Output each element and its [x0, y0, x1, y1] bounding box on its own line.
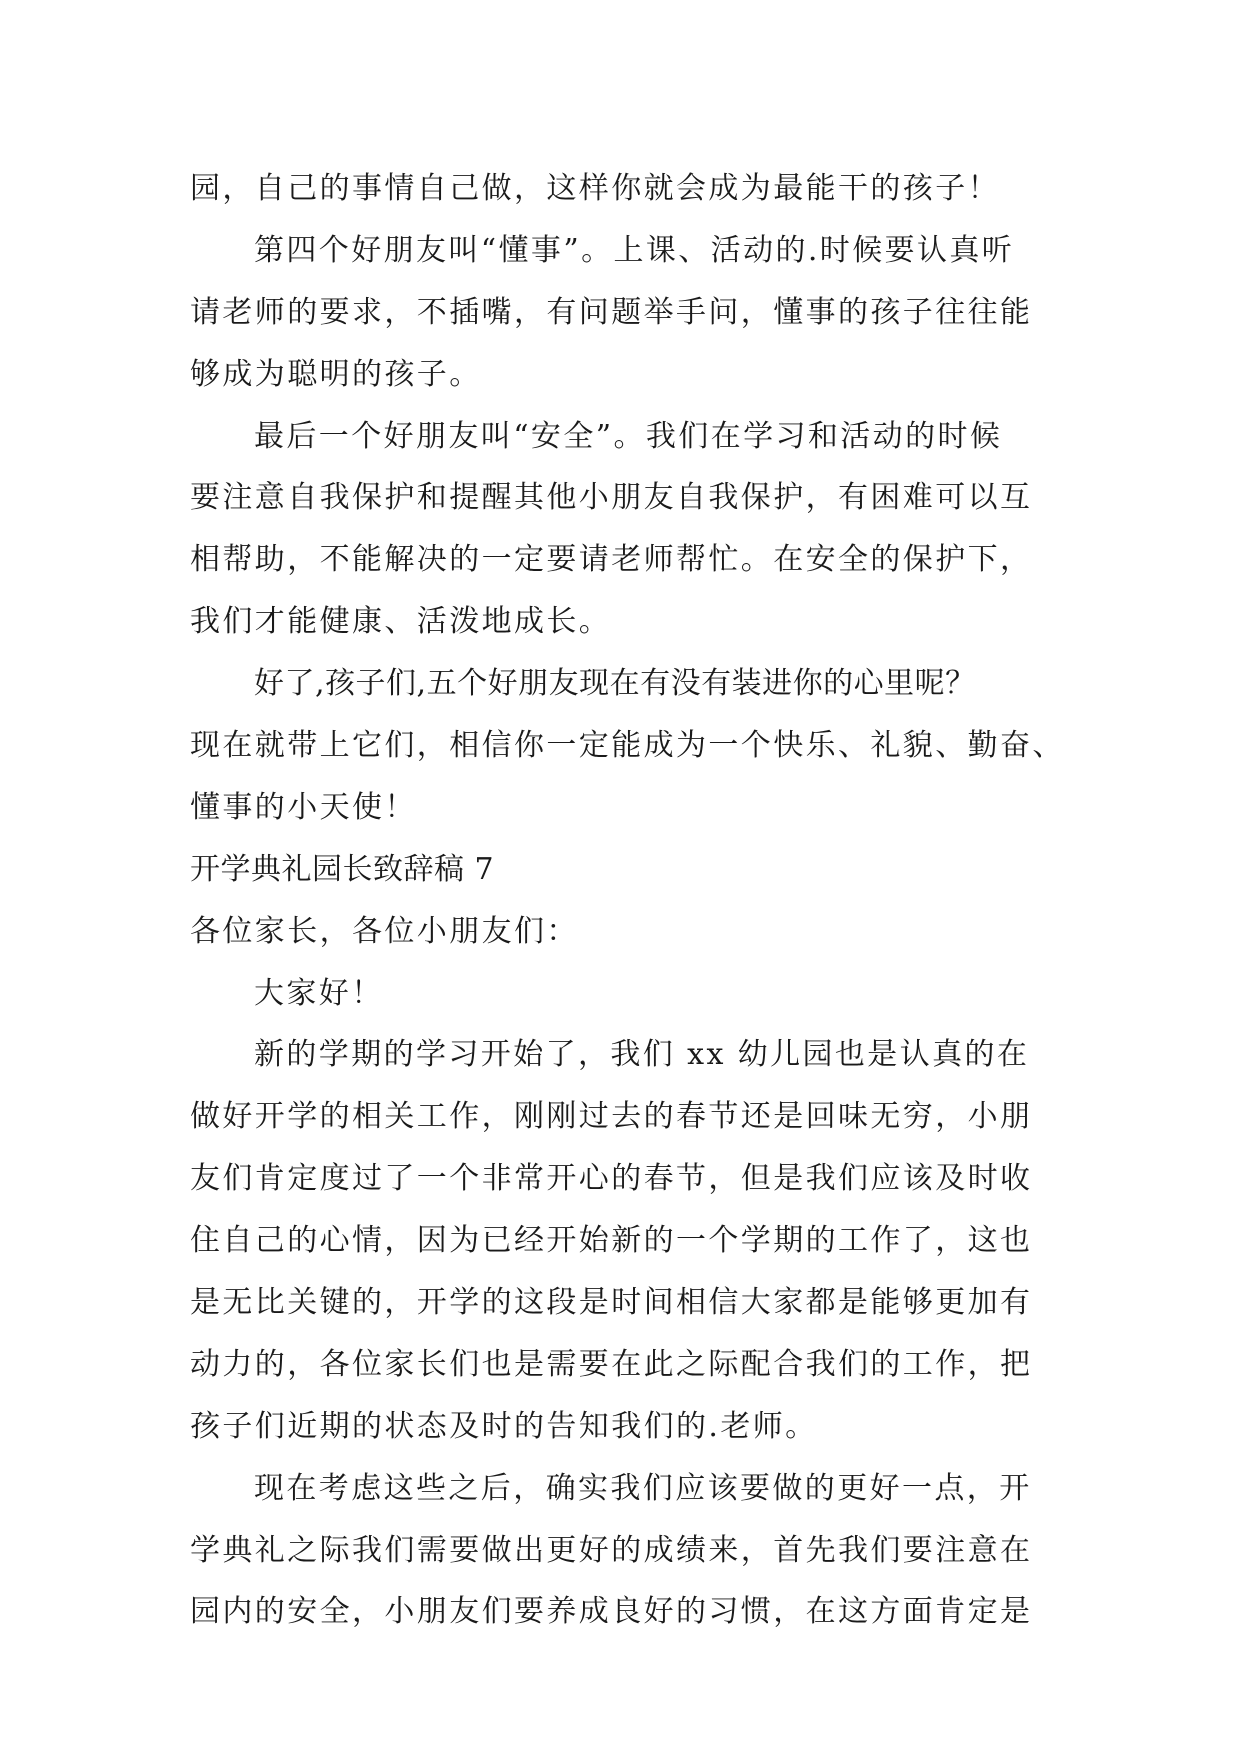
text-line: 够成为聪明的孩子。: [190, 356, 482, 392]
paragraph-line: 好了,孩子们,五个好朋友现在有没有装进你的心里呢？: [254, 666, 976, 702]
text-line: 我们才能健康、活泼地成长。: [190, 604, 612, 640]
text-line: 园内的安全，小朋友们要养成良好的习惯，在这方面肯定是: [190, 1594, 1033, 1630]
document-body: [190, 158, 1065, 1643]
text-line: 现在就带上它们，相信你一定能成为一个快乐、礼貌、勤奋、: [190, 728, 1065, 764]
section-title: 开学典礼园长致辞稿 7: [190, 851, 495, 887]
greeting-line: 大家好！: [254, 975, 384, 1011]
salutation-line: 各位家长，各位小朋友们：: [190, 913, 579, 949]
paragraph-line: 最后一个好朋友叫“安全”。我们在学习和活动的时候: [254, 418, 1003, 454]
text-line: 孩子们近期的状态及时的告知我们的.老师。: [190, 1408, 818, 1444]
text-line: 要注意自我保护和提醒其他小朋友自我保护，有困难可以互: [190, 480, 1033, 516]
paragraph-line: 第四个好朋友叫“懂事”。上课、活动的.时候要认真听: [254, 232, 1015, 268]
text-line: 住自己的心情，因为已经开始新的一个学期的工作了，这也: [190, 1223, 1033, 1259]
text-line: 园，自己的事情自己做，这样你就会成为最能干的孩子！: [190, 171, 1000, 206]
text-line: 学典礼之际我们需要做出更好的成绩来，首先我们要注意在: [190, 1532, 1033, 1568]
text-line: 相帮助，不能解决的一定要请老师帮忙。在安全的保护下，: [190, 542, 1033, 578]
text-line: 懂事的小天使！: [190, 789, 417, 825]
text-line: 友们肯定度过了一个非常开心的春节，但是我们应该及时收: [190, 1161, 1033, 1197]
text-line: 做好开学的相关工作，刚刚过去的春节还是回味无穷，小朋: [190, 1099, 1033, 1135]
text-line: 请老师的要求，不插嘴，有问题举手问，懂事的孩子往往能: [190, 294, 1033, 330]
text-line: 是无比关键的，开学的这段是时间相信大家都是能够更加有: [190, 1285, 1033, 1321]
paragraph-line: 新的学期的学习开始了，我们 xx 幼儿园也是认真的在: [254, 1037, 1030, 1073]
paragraph-line: 现在考虑这些之后，确实我们应该要做的更好一点，开: [254, 1470, 1032, 1506]
text-line: 动力的，各位家长们也是需要在此之际配合我们的工作，把: [190, 1346, 1033, 1382]
